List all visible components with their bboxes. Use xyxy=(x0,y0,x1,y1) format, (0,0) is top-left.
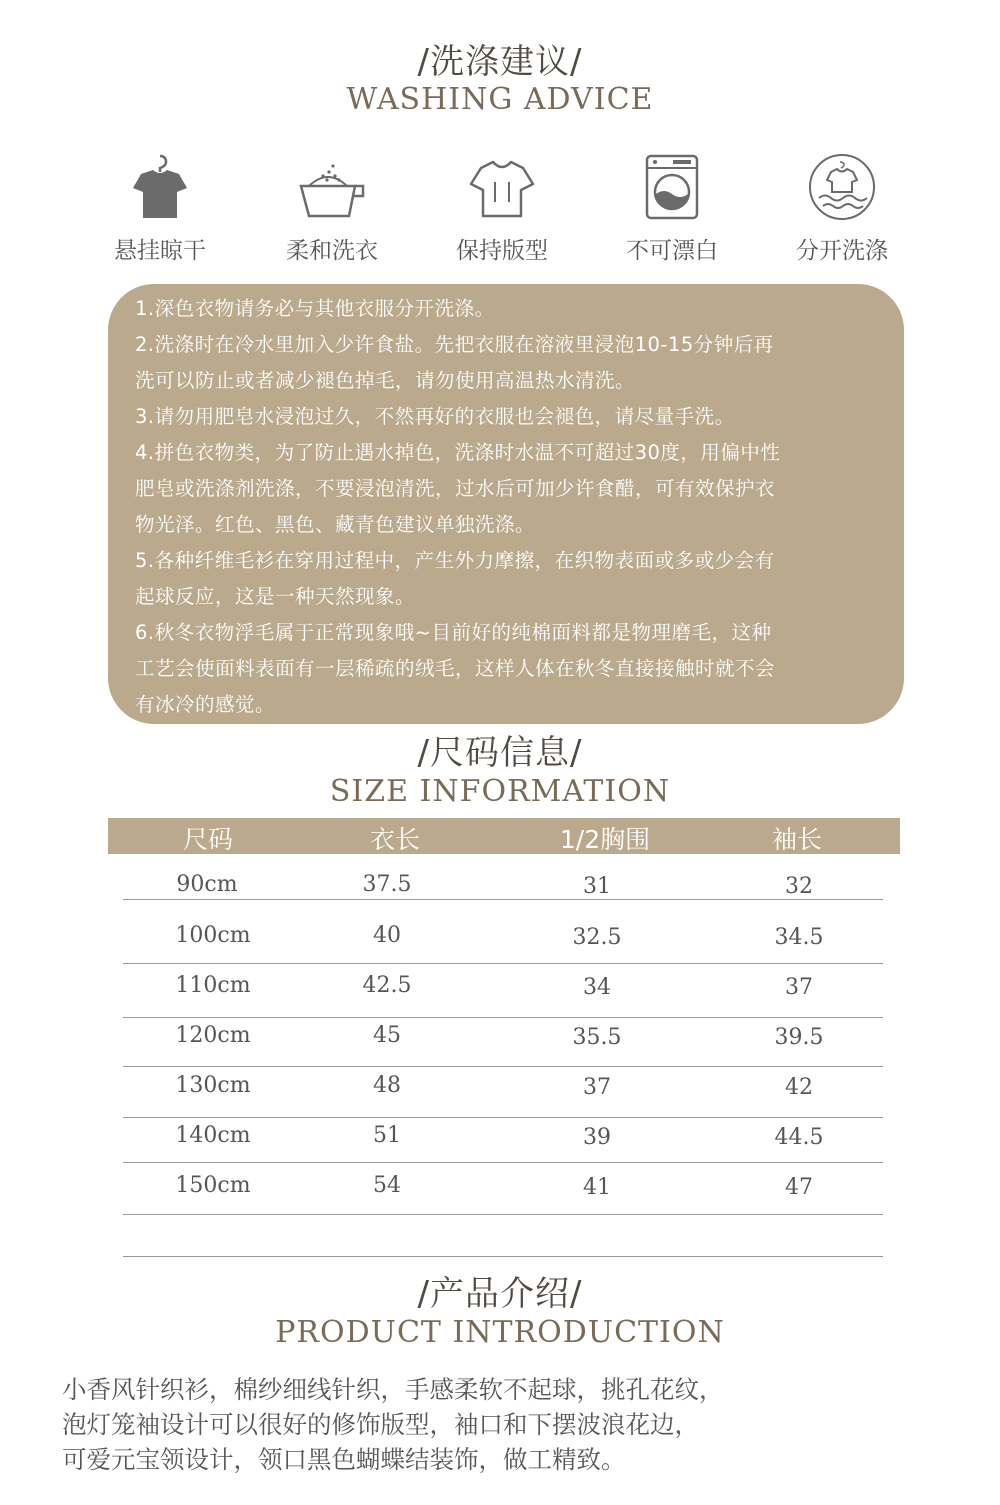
size-table-header xyxy=(108,818,900,854)
product-intro-line: 泡灯笼袖设计可以很好的修饰版型，袖口和下摆波浪花边， xyxy=(62,1410,699,1439)
cell-sleeve: 39.5 xyxy=(774,1025,824,1050)
cell-half-chest: 34 xyxy=(583,975,611,1000)
advice-line: 起球反应，这是一种天然现象。 xyxy=(135,585,416,608)
icon-item-separate-wash xyxy=(742,152,942,267)
washing-title-en: WASHING ADVICE xyxy=(346,82,654,117)
advice-line: 1.深色衣物请务必与其他衣服分开洗涤。 xyxy=(135,297,495,320)
advice-line: 工艺会使面料表面有一层稀疏的绒毛，这样人体在秋冬直接接触时就不会 xyxy=(135,657,776,680)
header-sleeve: 袖长 xyxy=(771,825,823,854)
separate-wash-icon xyxy=(807,152,877,222)
cell-size: 90cm xyxy=(176,872,238,897)
advice-line: 6.秋冬衣物浮毛属于正常现象哦~目前好的纯棉面料都是物理磨毛，这种 xyxy=(135,621,772,644)
cell-sleeve: 44.5 xyxy=(774,1125,824,1150)
row-divider xyxy=(123,1017,883,1018)
cell-sleeve: 32 xyxy=(785,874,813,899)
washing-machine-icon xyxy=(637,152,707,222)
advice-line: 2.洗涤时在冷水里加入少许食盐。先把衣服在溶液里浸泡10-15分钟后再 xyxy=(135,333,774,356)
header-half-chest: 1/2胸围 xyxy=(559,825,651,854)
advice-line: 有冰冷的感觉。 xyxy=(135,693,276,716)
cell-length: 40 xyxy=(373,923,401,948)
header-length: 衣长 xyxy=(369,825,421,854)
cell-length: 45 xyxy=(373,1023,401,1048)
icon-label: 不可漂白 xyxy=(626,238,718,264)
cell-half-chest: 41 xyxy=(583,1175,611,1200)
row-divider xyxy=(123,1162,883,1163)
advice-line: 3.请勿用肥皂水浸泡过久，不然再好的衣服也会褪色，请尽量手洗。 xyxy=(135,405,735,428)
product-title-cn: /产品介绍/ xyxy=(417,1274,583,1314)
cell-half-chest: 31 xyxy=(583,874,611,899)
row-divider xyxy=(123,1117,883,1118)
washing-title-cn: /洗涤建议/ xyxy=(417,42,583,82)
advice-line: 肥皂或洗涤剂洗涤，不要浸泡清洗，过水后可加少许食醋，可有效保护衣 xyxy=(135,477,776,500)
cell-length: 37.5 xyxy=(362,872,412,897)
cell-sleeve: 47 xyxy=(785,1175,813,1200)
icon-label: 分开洗涤 xyxy=(796,238,888,264)
icon-item-hang-dry xyxy=(60,152,260,267)
cell-length: 42.5 xyxy=(362,973,412,998)
advice-line: 洗可以防止或者减少褪色掉毛，请勿使用高温热水清洗。 xyxy=(135,369,636,392)
cell-size: 100cm xyxy=(175,923,251,948)
cell-size: 120cm xyxy=(175,1023,251,1048)
cell-half-chest: 39 xyxy=(583,1125,611,1150)
row-divider xyxy=(123,1214,883,1215)
cell-length: 54 xyxy=(373,1173,401,1198)
size-title-en: SIZE INFORMATION xyxy=(329,774,671,809)
row-divider xyxy=(123,963,883,964)
icon-label: 柔和洗衣 xyxy=(286,238,378,264)
cell-size: 130cm xyxy=(175,1073,251,1098)
table-bottom-divider xyxy=(123,1256,883,1257)
cell-size: 110cm xyxy=(175,973,251,998)
row-divider xyxy=(123,899,883,900)
cell-half-chest: 32.5 xyxy=(572,925,622,950)
advice-line: 5.各种纤维毛衫在穿用过程中，产生外力摩擦，在织物表面或多或少会有 xyxy=(135,549,775,572)
detergent-scoop-icon xyxy=(297,152,367,222)
cell-length: 48 xyxy=(373,1073,401,1098)
cell-length: 51 xyxy=(373,1123,401,1148)
cell-sleeve: 42 xyxy=(785,1075,813,1100)
icon-label: 保持版型 xyxy=(456,238,548,264)
cell-half-chest: 37 xyxy=(583,1075,611,1100)
advice-line: 物光泽。红色、黑色、藏青色建议单独洗涤。 xyxy=(135,513,536,536)
cell-size: 150cm xyxy=(175,1173,251,1198)
product-intro-line: 可爱元宝领设计，领口黑色蝴蝶结装饰，做工精致。 xyxy=(62,1445,626,1474)
cell-half-chest: 35.5 xyxy=(572,1025,622,1050)
advice-line: 4.拼色衣物类，为了防止遇水掉色，洗涤时水温不可超过30度，用偏中性 xyxy=(135,441,781,464)
size-title-cn: /尺码信息/ xyxy=(417,733,583,773)
shirt-outline-icon xyxy=(467,152,537,222)
product-intro-line: 小香风针织衫，棉纱细线针织，手感柔软不起球，挑孔花纹， xyxy=(62,1375,724,1404)
row-divider xyxy=(123,1066,883,1067)
icon-label: 悬挂晾干 xyxy=(114,238,206,264)
hanging-shirt-icon xyxy=(125,152,195,222)
cell-size: 140cm xyxy=(175,1123,251,1148)
cell-sleeve: 37 xyxy=(785,975,813,1000)
header-size: 尺码 xyxy=(182,825,234,854)
product-title-en: PRODUCT INTRODUCTION xyxy=(275,1315,725,1350)
cell-sleeve: 34.5 xyxy=(774,925,824,950)
